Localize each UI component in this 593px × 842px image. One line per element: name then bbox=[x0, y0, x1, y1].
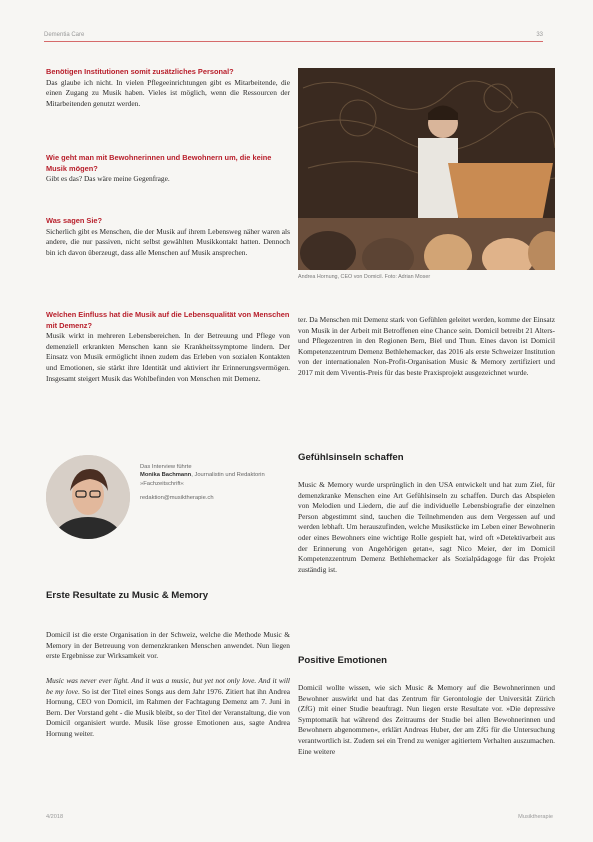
heading-positive-emotionen: Positive Emotionen bbox=[298, 655, 388, 666]
author-portrait-illustration bbox=[46, 455, 130, 539]
heading-gefuehlsinseln: Gefühlsinseln schaffen bbox=[298, 452, 404, 463]
answer-1: Das glaube ich nicht. In vielen Pflegeeinrichtungen gibt es Mitarbeitende, die einen Zugang zu Musik haben. Vieles ist möglich, wenn die Ressourcen der Mitarbeitenden genutzt werden. bbox=[46, 77, 290, 108]
answer-3: Sicherlich gibt es Menschen, die der Musik auf ihrem Lebensweg näher waren als andere, die nur passiven, nicht selbst gewählten Musikkontakt hatten. Dennoch bin ich davon überzeugt, dass alle Menschen auf Musik ansprechen. bbox=[46, 226, 290, 257]
running-head-title: Dementia Care bbox=[44, 32, 85, 38]
bio-email-link[interactable]: redaktion@musiktherapie.ch bbox=[140, 495, 214, 502]
bio-intro: Das Interview führte bbox=[140, 464, 192, 470]
bio-role: , Journalistin und Redaktorin »Fachzeitschrift« bbox=[140, 472, 265, 487]
interview-q4 bbox=[46, 310, 290, 384]
answer-2: Gibt es das? Das wäre meine Gegenfrage. bbox=[46, 174, 170, 184]
question-2: Wie geht man mit Bewohnerinnen und Bewohnern um, die keine Musik mögen? bbox=[46, 153, 272, 173]
right-paragraph-2: Music & Memory wurde ursprünglich in den USA entwickelt und hat zum Ziel, für demenzkranke Menschen eine Art Gefühlsinseln zu schaffen. Durch das Abspielen von Melodien und Liedern, die auf die individuelle Lebensbiografie der einzelnen Person abgestimmt sind, tauchen die Teilnehmenden aus dem Vergessen auf und werden lebhaft. Um herauszufinden, welche Musikstücke im Leben einer Bewohnerin oder eines Bewohners eine wichtige Rolle gespielt hat, wird oft »Detektivarbeit aus der Erinnerung von Angehörigen getan«, sagt Nico Meier, der im Domicil Kompetenzzentrum Demenz Bethlehemacker als Sozialpädagoge für das Projekt zuständig ist. bbox=[298, 480, 555, 574]
right-paragraph-1: ter. Da Menschen mit Demenz stark von Gefühlen geleitet werden, komme der Einsatz von Musik in der Arbeit mit Betroffenen eine Chance sein. Domicil betreibt 21 Alters- und Pflegezentren in den Regionen Bern, Biel und Thun. Eines davon ist Domicil Kompetenzzentrum Demenz Bethlehemacker, das 2016 als erste Schweizer Institution von der internationalen Non-Profit-Organisation Music & Memory zertifiziert und 2017 mit dem Viventis-Preis für das beste Praxisprojekt ausgezeichnet wurde. bbox=[298, 315, 555, 377]
question-1: Benötigen Institutionen somit zusätzliches Personal? bbox=[46, 67, 234, 76]
bio-name: Monika Bachmann bbox=[140, 472, 192, 479]
right-col-intro bbox=[298, 315, 555, 379]
interview-q3 bbox=[46, 216, 290, 258]
speaker-photo bbox=[298, 68, 555, 270]
right-col-positiv bbox=[298, 683, 555, 757]
page-number: 33 bbox=[536, 32, 543, 38]
heading-results: Erste Resultate zu Music & Memory bbox=[46, 590, 209, 601]
right-paragraph-3: Domicil wollte wissen, wie sich Music & Memory auf die Bewohnerinnen und Bewohner auswirkt und hat das Zentrum für Gerontologie der Universität Zürich (ZfG) mit einer Studie beauftragt. Nun liegen erste Resultate vor. »Die depressive Symptomatik hat während des Zeitraums der Studie bei allen Bewohnerinnen und Bewohnern abgenommen«, erklärt Andreas Huber, der am ZfG für die Untersuchung verantwortlich ist. Zudem sei ein Trend zu weniger agitiertem Verhalten auszumachen. Eine weitere bbox=[298, 683, 555, 756]
header-rule bbox=[44, 41, 543, 42]
author-bio bbox=[140, 463, 290, 503]
interview-q1 bbox=[46, 67, 290, 109]
results-paragraph-1: Domicil ist die erste Organisation in der Schweiz, welche die Methode Music & Memory in der Betreuung von demenzkranken Menschen anwendet. Nun liegen erste Ergebnisse zur Wirksamkeit vor. bbox=[46, 630, 290, 661]
question-3: Was sagen Sie? bbox=[46, 216, 102, 225]
interview-q2 bbox=[46, 153, 290, 185]
answer-4: Musik wirkt in mehreren Lebensbereichen. In der Betreuung und Pflege von demenziell erkrankten Menschen kann sie Krankheitssymptome lindern. Der Einsatz von Musik ermöglicht ihnen zudem das Erleben von sozialen Kontakten und Emotionen, sie stärkt ihre Identität und aktiviert ihr Erinnerungsvermögen. Insgesamt steigert Musik das Wohlbefinden von Menschen mit Demenz. bbox=[46, 331, 290, 383]
footer-issue: 4/2018 bbox=[46, 814, 64, 820]
running-head bbox=[44, 30, 543, 42]
song-lyric-quote: Music was never ever light. And it was a music, but yet not only love. And it will be my love. bbox=[46, 676, 290, 696]
question-4: Welchen Einfluss hat die Musik auf die Lebensqualität von Menschen mit Demenz? bbox=[46, 310, 290, 330]
results-paragraph-2 bbox=[46, 676, 290, 740]
results-paragraph-2-text: So ist der Titel eines Songs aus dem Jahr 1976. Zitiert hat ihn Andrea Hornung, CEO von Domicil, im Rahmen der Fachtagung Demenz am 7. Juni in Bern. Der Vorstand geht - die Musik bleibt, so der Titel der Veranstaltung, die von Domicil organisiert wurde. Musik löse grosse Emotionen aus, sagte Andrea Hornung weiter. bbox=[46, 686, 291, 738]
results-body bbox=[46, 676, 290, 740]
right-col-gefuehl bbox=[298, 480, 555, 575]
photo-caption: Andrea Hornung, CEO von Domicil. Foto: Adrian Moser bbox=[298, 274, 431, 280]
speaker-photo-illustration bbox=[298, 68, 555, 270]
author-portrait bbox=[46, 455, 130, 539]
results-intro bbox=[46, 630, 290, 662]
footer-publication: Musiktherapie bbox=[518, 814, 553, 820]
